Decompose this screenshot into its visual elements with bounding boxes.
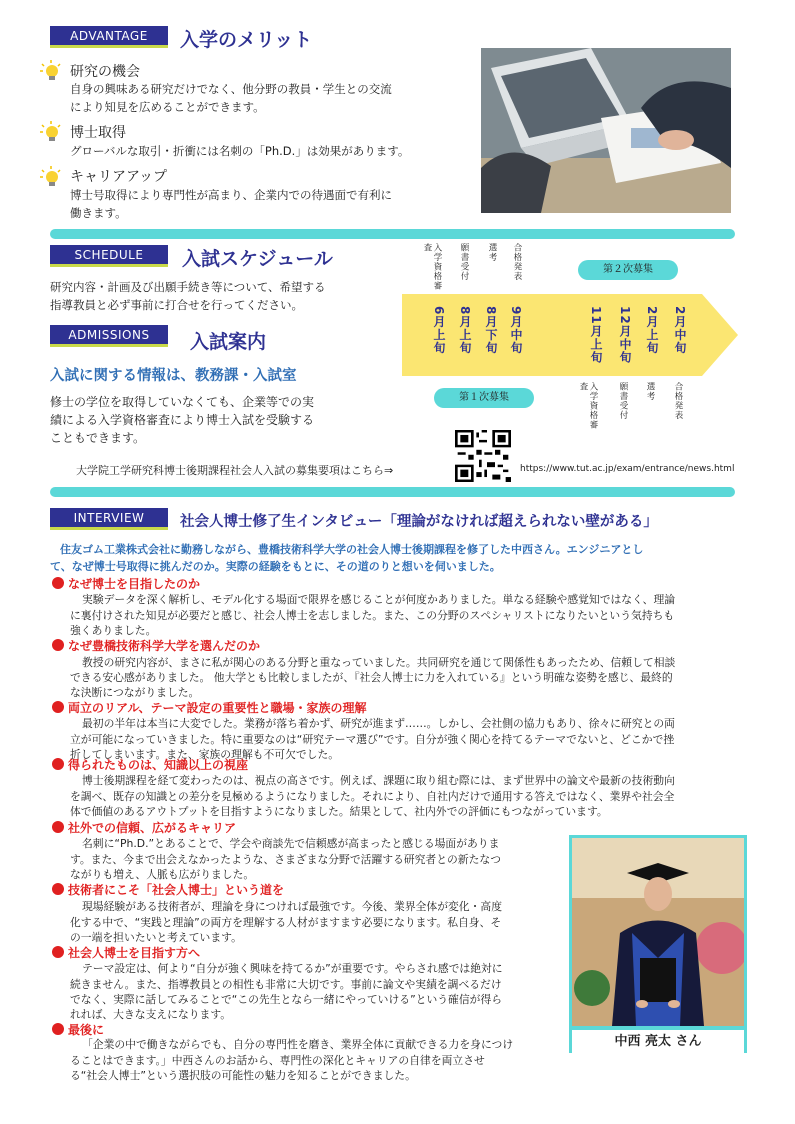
bulb-icon <box>40 166 62 188</box>
advantage-item-body: 働きます。 <box>70 206 127 220</box>
question-heading <box>52 700 367 716</box>
graduate-photo-frame <box>569 835 747 1053</box>
question-text: 技術者にこそ「社会人博士」という道を <box>68 883 285 897</box>
advantage-item-body: グローバルな取引・折衝には名刺の「Ph.D.」は効果があります。 <box>70 144 410 158</box>
timeline-date: 6月上旬 <box>432 306 446 355</box>
question-text: 最後に <box>68 1023 105 1037</box>
answer-line: 続きません。また、指導教員との相性も非常に大切です。事前に論文や実績を調べるだけ <box>70 978 502 991</box>
answer-line: 名刺に“Ph.D.”とあることで、学会や商談先で信頼感が高まったと感じる場面がありま <box>82 837 500 850</box>
answer-line: 現場経験がある技術者が、理論を身につければ最強です。今後、業界全体が変化・高度 <box>82 900 502 913</box>
advantage-item-heading: 博士取得 <box>70 125 126 141</box>
answer-line: でなく、実際に話してみることで“この先生となら一緒にやっていける”という確信が得ら <box>70 993 503 1006</box>
schedule-tag: SCHEDULE <box>50 245 168 267</box>
timeline-top-label: 選考 <box>487 243 497 262</box>
question-heading <box>52 757 248 773</box>
red-dot-icon <box>52 639 64 651</box>
round1-label: 第１次募集 <box>434 388 534 408</box>
question-heading <box>52 1022 104 1038</box>
answer-line: 折してしまいます。また、家族の理解も不可欠でした。 <box>70 748 340 761</box>
answer-line: る“社会人博士”という選択肢の可能性の魅力を知ることができました。 <box>70 1069 416 1082</box>
answer-line: 体で価値のあるアウトプットを目指すようになりました。結果として、社内外での評価にもつながっています。 <box>70 805 608 818</box>
red-dot-icon <box>52 883 64 895</box>
qr-code[interactable] <box>455 430 511 482</box>
answer-line: に裏付けされた知見が必要だと感じ、社会人博士を志しました。また、この分野のスペシャリストになりたいという気持ちも <box>70 609 675 622</box>
question-heading <box>52 576 200 592</box>
answer-line: テーマ設定は、何より“自分が強く興味を持てるか”が重要です。やらされ感では絶対に <box>82 962 503 975</box>
timeline-date: 2月中旬 <box>673 306 687 355</box>
timeline-date: 8月下旬 <box>484 306 498 355</box>
question-heading <box>52 945 200 961</box>
timeline-arrow <box>402 294 738 376</box>
answer-line: 「企業の中で働きながらでも、自分の専門性を磨き、業界全体に貢献できる力を身につけ <box>82 1038 514 1051</box>
advantage-item-heading: キャリアアップ <box>70 169 168 185</box>
admissions-body: 修士の学位を取得していなくても、企業等での実 <box>50 395 315 409</box>
advantage-title: 入学のメリット <box>180 29 313 51</box>
section-divider <box>50 487 735 497</box>
red-dot-icon <box>52 946 64 958</box>
interview-lead: 住友ゴム工業株式会社に勤務しながら、豊橋技術科学大学の社会人博士後期課程を修了した中西さん。エンジニアとし <box>60 543 644 556</box>
advantage-item-body: により知見を広めることができます。 <box>70 100 265 114</box>
answer-line: ながりも増え、人脈も広がりました。 <box>70 868 255 881</box>
answer-line: 強くありました。 <box>70 624 157 637</box>
question-text: 両立のリアル、テーマ設定の重要性と職場・家族の理解 <box>68 701 367 715</box>
advantage-tag: ADVANTAGE <box>50 26 168 48</box>
answer-line: 博士後期課程を経て変わったのは、視点の高さです。例えば、課題に取り組む際には、まず世界中の論文や最新の技術動向 <box>82 774 675 787</box>
red-dot-icon <box>52 1023 64 1035</box>
question-heading <box>52 820 236 836</box>
timeline-bottom-label: 選考 <box>645 382 655 401</box>
timeline-date: 9月中旬 <box>509 306 523 355</box>
answer-line: の一端を担いたいと考えています。 <box>70 931 242 944</box>
answer-line: 実験データを深く解析し、モデル化する場面で限界を感じることが何度かありました。単なる経験や感覚知ではなく、理論 <box>82 593 676 606</box>
timeline-date: 8月上旬 <box>458 306 472 355</box>
answer-line: ることはできます。」中西さんのお話から、専門性の深化とキャリアの自律を両立させ <box>70 1054 485 1067</box>
answer-line: できる安心感がありました。 他大学とも比較しましたが、『社会人博士に力を入れている』という明確な姿勢を感じ、最終的 <box>70 671 673 684</box>
section-divider <box>50 229 735 239</box>
advantage-item-heading: 研究の機会 <box>70 64 140 80</box>
advantage-item-body: 博士号取得により専門性が高まり、企業内での待遇面で有利に <box>70 188 392 202</box>
graduate-name: 中西 亮太 さん <box>572 1030 744 1054</box>
red-dot-icon <box>52 577 64 589</box>
schedule-body: 研究内容・計画及び出願手続き等について、希望する <box>50 280 326 294</box>
admissions-tag: ADMISSIONS <box>50 325 168 347</box>
admissions-body: こともできます。 <box>50 431 146 445</box>
admissions-body: 績による入学資格審査により博士入試を受験する <box>50 413 315 427</box>
interview-title: 社会人博士修了生インタビュー「理論がなければ超えられない壁がある」 <box>180 514 658 530</box>
timeline-top-label: 願書受付 <box>459 243 469 281</box>
interview-lead: て、なぜ博士号取得に挑んだのか。実際の経験をもとに、その道のりと想いを伺いました。 <box>50 560 501 573</box>
question-text: 得られたものは、知識以上の視座 <box>68 758 249 772</box>
timeline-bottom-label: 入学資格審査 <box>578 382 598 430</box>
red-dot-icon <box>52 758 64 770</box>
question-text: なぜ博士を目指したのか <box>68 577 201 591</box>
answer-line: す。また、今まで出会えなかったような、さまざまな分野で活躍する研究者との新たなつ <box>70 853 502 866</box>
question-heading <box>52 882 284 898</box>
red-dot-icon <box>52 821 64 833</box>
question-heading <box>52 638 260 654</box>
answer-line: 最初の半年は本当に大変でした。業務が落ち着かず、研究が進まず……。しかし、会社側の協力もあり、徐々に研究との両 <box>82 717 675 730</box>
timeline-date: 2月上旬 <box>645 306 659 355</box>
graduate-photo <box>572 838 744 1026</box>
guidelines-url[interactable]: https://www.tut.ac.jp/exam/entrance/news.html <box>520 464 735 474</box>
answer-line: 立が可能になっていきました。特に重要なのは“研究テーマ選び”です。自分が強く関心を持てるテーマでないと、どこかで挫 <box>70 733 675 746</box>
advantage-item-body: 自身の興味ある研究だけでなく、他分野の教員・学生との交流 <box>70 82 392 96</box>
question-text: 社会人博士を目指す方へ <box>68 946 201 960</box>
answer-line: を調べ、既存の知識との差分を見極めるようになりました。それにより、自社内だけで通用する答えではなく、業界や社会全 <box>70 790 675 803</box>
answer-line: 教授の研究内容が、まさに私が関心のある分野と重なっていました。共同研究を通じて関係性もあったため、信頼して相談 <box>82 656 676 669</box>
admissions-title: 入試案内 <box>190 331 267 353</box>
timeline-date: 11月上旬 <box>589 306 603 364</box>
interview-tag: INTERVIEW <box>50 508 168 530</box>
guidelines-link-text[interactable]: 大学院工学研究科博士後期課程社会人入試の募集要項はこちら⇒ <box>76 464 394 477</box>
timeline-bottom-label: 合格発表 <box>673 382 683 420</box>
bulb-icon <box>40 60 62 82</box>
question-text: 社外での信頼、広がるキャリア <box>68 821 237 835</box>
business-meeting-photo <box>481 48 731 213</box>
answer-line: 化する中で、“実践と理論”の両方を理解する人材がますます必要になります。私自身、そ <box>70 916 502 929</box>
admissions-subtitle: 入試に関する情報は、教務課・入試室 <box>50 368 297 384</box>
bulb-icon <box>40 121 62 143</box>
red-dot-icon <box>52 701 64 713</box>
round2-label: 第２次募集 <box>578 260 678 280</box>
timeline-date: 12月中旬 <box>618 306 632 364</box>
schedule-title: 入試スケジュール <box>182 248 333 270</box>
timeline-top-label: 合格発表 <box>512 243 522 281</box>
schedule-body: 指導教員と必ず事前に打合せを行ってください。 <box>50 298 303 312</box>
timeline-top-label: 入学資格審査 <box>422 243 442 291</box>
answer-line: な決断につながりました。 <box>70 686 200 699</box>
answer-line: れれば、大きな支えになります。 <box>70 1008 232 1021</box>
question-text: なぜ豊橋技術科学大学を選んだのか <box>68 639 261 653</box>
timeline-bottom-label: 願書受付 <box>618 382 628 420</box>
